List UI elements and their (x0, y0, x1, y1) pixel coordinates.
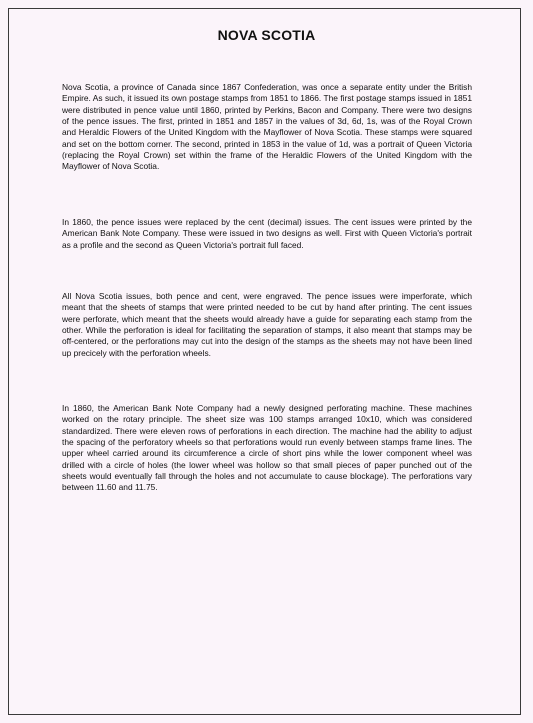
paragraph-engraving-perforation: All Nova Scotia issues, both pence and cent, were engraved. The pence issues were imperforate, which meant that the sheets of stamps that were printed needed to be cut by hand after printing. The cent issues were perforate, which meant that the sheets would already have a guide for separating each stamp from the other. While the perforation is ideal for facilitating the separation of stamps, it also meant that stamps may be off-centered, or the perforations may cut into the design of the stamps as the sheets may not have been lined up precicely with the perforation wheels. (62, 291, 472, 358)
paragraph-history: Nova Scotia, a province of Canada since 1867 Confederation, was once a separate entity under the British Empire. As such, it issued its own postage stamps from 1851 to 1866. The first postage stamps issued in 1851 were distributed in pence value until 1860, printed by Perkins, Bacon and Company. There were two designs of the pence issues. The first, printed in 1851 and 1857 in the values of 3d, 6d, 1s, was of the Royal Crown and Heraldic Flowers of the United Kingdom with the Mayflower of Nova Scotia. These stamps were squared and set on the bottom corner. The second, printed in 1853 in the value of 1d, was a portrait of Queen Victoria (replacing the Royal Crown) set within the frame of the Heraldic Flowers of the United Kingdom with the Mayflower of Nova Scotia. (62, 82, 472, 172)
page-title: NOVA SCOTIA (217, 27, 316, 43)
paragraph-cent-issues: In 1860, the pence issues were replaced by the cent (decimal) issues. The cent issues were printed by the American Bank Note Company. These were issued in two designs as well. First with Queen Victoria's portrait as a profile and the second as Queen Victoria's portrait full faced. (62, 217, 472, 250)
paragraph-perforating-machine: In 1860, the American Bank Note Company had a newly designed perforating machine. These machines worked on the rotary principle. The sheet size was 100 stamps arranged 10x10, which was considered standardized. There were eleven rows of perforations in each direction. The machine had the ability to adjust the spacing of the perforatory wheels so that perforations would run evenly between stamps frame lines. The upper wheel carried around its circumference a circle of short pins while the lower component wheel was drilled with a circle of holes (the lower wheel was hollow so that small pieces of paper punched out of the sheets would eventually fall through the holes and not accumulate to cause blockage). The perforations vary between 11.60 and 11.75. (62, 403, 472, 493)
